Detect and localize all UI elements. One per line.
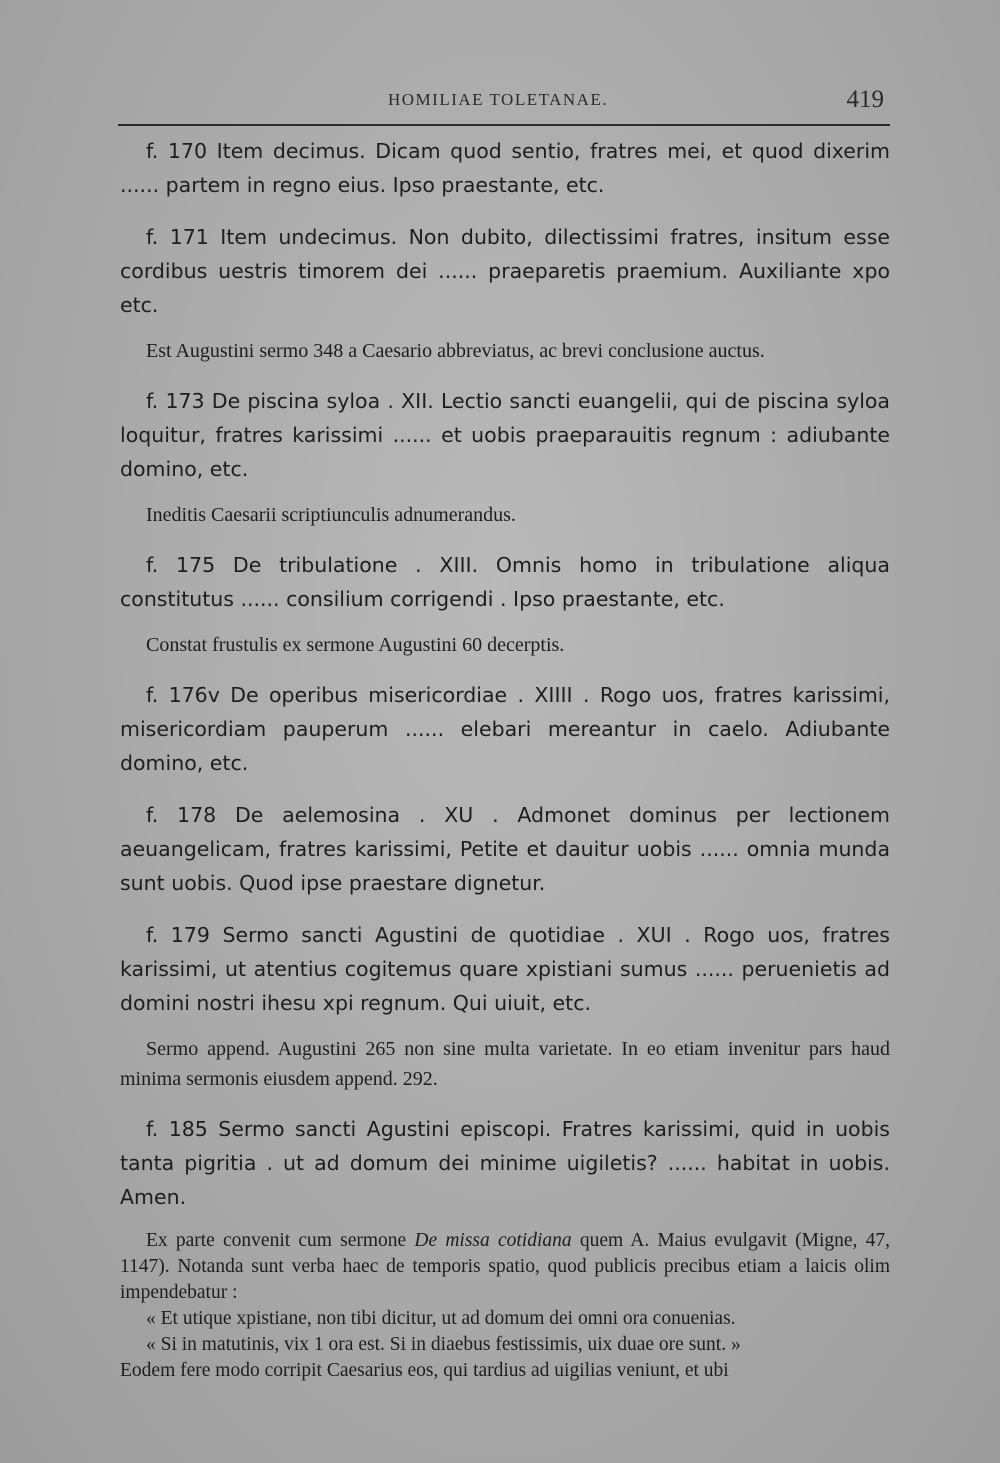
- page-body: [120, 134, 890, 1384]
- running-title: HOMILIAE TOLETANAE.: [388, 90, 609, 109]
- final-note-continuation: Eodem fere modo corripit Caesarius eos, qui tardius ad uigilias veniunt, et ubi: [120, 1360, 729, 1381]
- homily-entry: f. 171 Item undecimus. Non dubito, dilectissimi fratres, insitum esse cordibus uestris timorem dei ...... praeparetis praemium. Auxiliante xpo etc.: [120, 225, 890, 317]
- quotation-line: « Si in matutinis, vix 1 ora est. Si in diaebus festissimis, uix duae ore sunt. »: [146, 1334, 741, 1355]
- editor-note: Sermo append. Augustini 265 non sine multa varietate. In eo etiam invenitur pars haud minima sermonis eiusdem append. 292.: [120, 1038, 890, 1090]
- header-rule: [118, 124, 890, 126]
- final-note: [120, 1228, 890, 1384]
- editor-note: Ineditis Caesarii scriptiunculis adnumerandus.: [146, 504, 516, 526]
- final-note-paragraph: [120, 1228, 890, 1306]
- final-note-text: quem A. Maius evulgavit (Migne, 47, 1147). Notanda sunt verba haec de temporis spatio, quod publicis precibus etiam a laicis olim impendebatur :: [120, 1230, 890, 1303]
- homily-entry: f. 179 Sermo sancti Agustini de quotidiae . XUI . Rogo uos, fratres karissimi, ut atentius cogitemus quare xpistiani sumus ...... peruenietis ad domini nostri ihesu xpi regnum. Qui uiuit, etc.: [120, 923, 890, 1015]
- final-note-text: Ex parte convenit cum sermone: [146, 1230, 415, 1251]
- homily-entry: f. 170 Item decimus. Dicam quod sentio, fratres mei, et quod dixerim ...... partem in regno eius. Ipso praestante, etc.: [120, 139, 890, 197]
- quotation-line: « Et utique xpistiane, non tibi dicitur, ut ad domum dei omni ora conuenias.: [146, 1308, 736, 1329]
- page-header: [118, 88, 888, 122]
- homily-entry: f. 175 De tribulatione . XIII. Omnis homo in tribulatione aliqua constitutus ...... consilium corrigendi . Ipso praestante, etc.: [120, 553, 890, 611]
- page-number: 419: [846, 86, 884, 113]
- homily-entry: f. 178 De aelemosina . XU . Admonet dominus per lectionem aeuangelicam, fratres karissimi, Petite et dauitur uobis ...... omnia munda sunt uobis. Quod ipse praestare dignetur.: [120, 803, 890, 895]
- homily-entry: f. 176v De operibus misericordiae . XIIII . Rogo uos, fratres karissimi, misericordiam pauperum ...... elebari mereantur in caelo. Adiubante domino, etc.: [120, 683, 890, 775]
- editor-note: Constat frustulis ex sermone Augustini 60 decerptis.: [146, 634, 565, 656]
- homily-entry: f. 173 De piscina syloa . XII. Lectio sancti euangelii, qui de piscina syloa loquitur, fratres karissimi ...... et uobis praeparauitis regnum : adiubante domino, etc.: [120, 389, 890, 481]
- editor-note: Est Augustini sermo 348 a Caesario abbreviatus, ac brevi conclusione auctus.: [146, 340, 765, 362]
- work-title: De missa cotidiana: [414, 1230, 572, 1251]
- homily-entry: f. 185 Sermo sancti Agustini episcopi. Fratres karissimi, quid in uobis tanta pigritia . ut ad domum dei minime uigiletis? ...... habitat in uobis. Amen.: [120, 1117, 890, 1209]
